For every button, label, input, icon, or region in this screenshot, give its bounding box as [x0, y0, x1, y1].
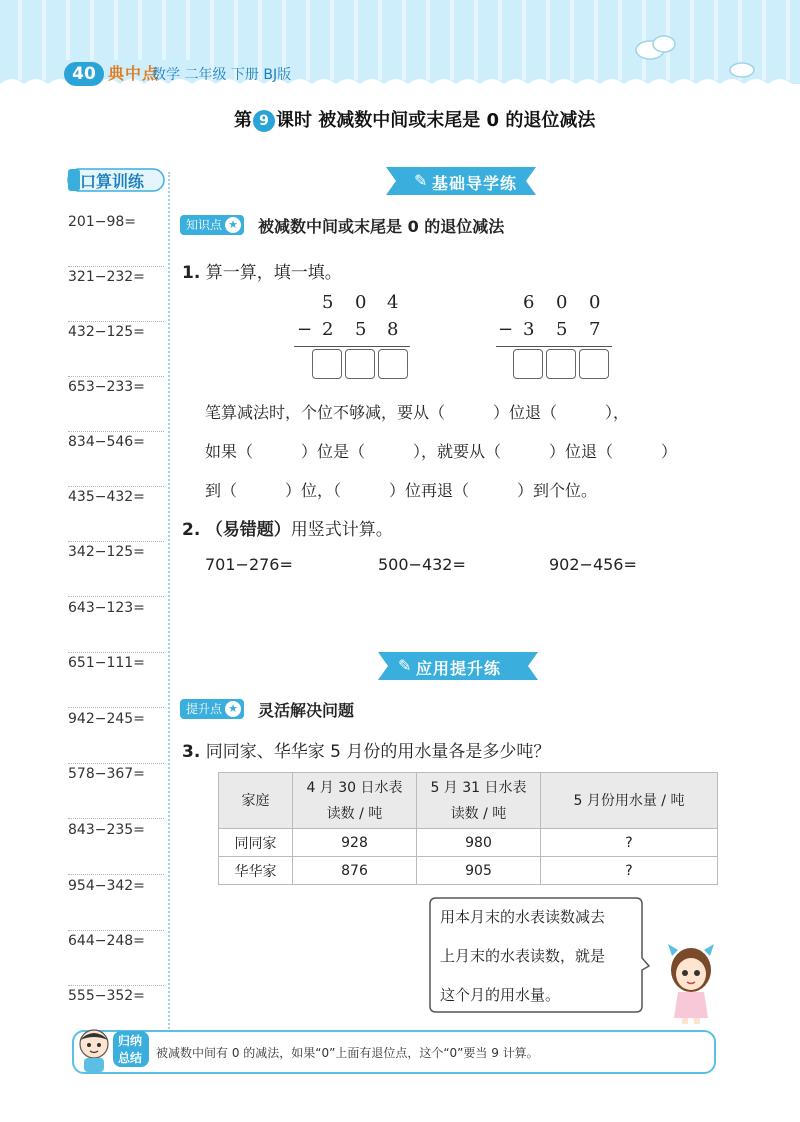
fill-blank-line[interactable]: 到（ ）位，（ ）位再退（ ）到个位。 [205, 481, 598, 500]
fill-blank-line[interactable]: 笔算减法时，个位不够减，要从（ ）位退（ ）， [205, 403, 630, 422]
oral-item: 555−352= [68, 988, 145, 1004]
hint-line: 上月末的水表读数，就是 [440, 947, 606, 965]
answer-box[interactable] [312, 349, 342, 379]
table-cell: 980 [417, 829, 541, 857]
star-icon: ★ [225, 701, 241, 717]
improvement-point-title: 灵活解决问题 [258, 701, 355, 720]
hint-line: 这个月的用水量。 [440, 986, 561, 1004]
lesson-title-text: 课时 被减数中间或末尾是 0 的退位减法 [276, 110, 596, 131]
page-number: 40 [64, 62, 104, 86]
table-header: 5 月 31 日水表 读数 / 吨 [417, 773, 541, 829]
knowledge-point-tag: 知识点 ★ [180, 215, 244, 235]
oral-item: 342−125= [68, 542, 164, 597]
girl-illustration [660, 942, 722, 1024]
answer-box[interactable] [345, 349, 375, 379]
answer-box[interactable] [513, 349, 543, 379]
brand-logo: 典中点 [108, 64, 160, 83]
water-usage-table [218, 772, 718, 885]
column-divider [168, 172, 170, 1032]
v1-bottom-digit: 8 [387, 319, 399, 340]
lesson-prefix: 第 [234, 110, 252, 131]
v2-result-line [496, 346, 612, 347]
calc-problem: 500−432= [378, 555, 466, 574]
table-header: 5 月份用水量 / 吨 [541, 773, 718, 829]
basic-practice-banner [386, 165, 536, 197]
oral-item: 843−235= [68, 820, 164, 875]
lesson-number: 9 [253, 110, 275, 132]
oral-item: 644−248= [68, 931, 164, 986]
basic-banner-text: 基础导学练 [432, 174, 518, 193]
oral-item: 653−233= [68, 377, 164, 432]
v2-bottom-digit: 7 [589, 319, 601, 340]
oral-item: 578−367= [68, 764, 164, 819]
v1-bottom-digit: 2 [322, 319, 334, 340]
table-row [219, 857, 718, 885]
table-header-row [219, 773, 718, 829]
v2-bottom-digit: 3 [523, 319, 535, 340]
page-header [0, 0, 800, 96]
question-1: 1. 算一算，填一填。 [182, 263, 342, 283]
v2-top-digit: 6 [523, 292, 535, 313]
v2-top-digit: 0 [589, 292, 601, 313]
answer-box[interactable] [546, 349, 576, 379]
table-cell: 同同家 [219, 829, 293, 857]
v1-result-line [294, 346, 410, 347]
basic-banner-icon: ✎ [414, 171, 429, 190]
table-cell: 928 [293, 829, 417, 857]
oral-item: 321−232= [68, 267, 164, 322]
v1-top-digit: 4 [387, 292, 399, 313]
fill-blank-line[interactable]: 如果（ ）位是（ ），就要从（ ）位退（ ） [205, 442, 678, 461]
v1-top-digit: 5 [322, 292, 334, 313]
calc-problem: 902−456= [549, 555, 637, 574]
improvement-point-tag: 提升点 ★ [180, 699, 244, 719]
oral-training-title: 口算训练 [80, 172, 145, 191]
v1-minus-sign: − [297, 319, 313, 340]
summary-label-top: 归纳 [118, 1034, 143, 1048]
oral-item: 643−123= [68, 598, 164, 653]
boy-illustration [76, 1028, 112, 1074]
oral-item: 942−245= [68, 709, 164, 764]
table-cell[interactable]: ? [541, 857, 718, 885]
apply-banner-text: 应用提升练 [416, 659, 502, 678]
question-3: 3. 同同家、华华家 5 月份的用水量各是多少吨？ [182, 742, 551, 762]
answer-box[interactable] [579, 349, 609, 379]
star-icon: ★ [225, 217, 241, 233]
knowledge-point-title: 被减数中间或末尾是 0 的退位减法 [258, 217, 505, 236]
table-row [219, 829, 718, 857]
table-header: 4 月 30 日水表 读数 / 吨 [293, 773, 417, 829]
question-2: 2. （易错题）用竖式计算。 [182, 520, 393, 540]
v2-top-digit: 0 [556, 292, 568, 313]
lesson-title [234, 106, 595, 132]
oral-item: 201−98= [68, 212, 164, 267]
table-cell: 876 [293, 857, 417, 885]
answer-box[interactable] [378, 349, 408, 379]
v1-top-digit: 0 [355, 292, 367, 313]
hint-line: 用本月末的水表读数减去 [440, 908, 606, 926]
oral-item: 435−432= [68, 487, 164, 542]
oral-item: 954−342= [68, 876, 164, 931]
table-header: 家庭 [219, 773, 293, 829]
v2-bottom-digit: 5 [556, 319, 568, 340]
apply-practice-banner [378, 650, 538, 682]
v1-bottom-digit: 5 [355, 319, 367, 340]
v2-minus-sign: − [498, 319, 514, 340]
calc-problem: 701−276= [205, 555, 293, 574]
table-cell: 华华家 [219, 857, 293, 885]
table-cell: 905 [417, 857, 541, 885]
summary-label-bottom: 总结 [118, 1051, 143, 1065]
oral-item: 651−111= [68, 653, 164, 708]
summary-text: 被减数中间有 0 的减法，如果“0”上面有退位点，这个“0”要当 9 计算。 [156, 1046, 539, 1060]
apply-banner-icon: ✎ [398, 656, 413, 675]
oral-item: 432−125= [68, 322, 164, 377]
oral-item: 834−546= [68, 432, 164, 487]
book-info: 数学 二年级 下册 BJ版 [152, 67, 292, 83]
table-cell[interactable]: ? [541, 829, 718, 857]
